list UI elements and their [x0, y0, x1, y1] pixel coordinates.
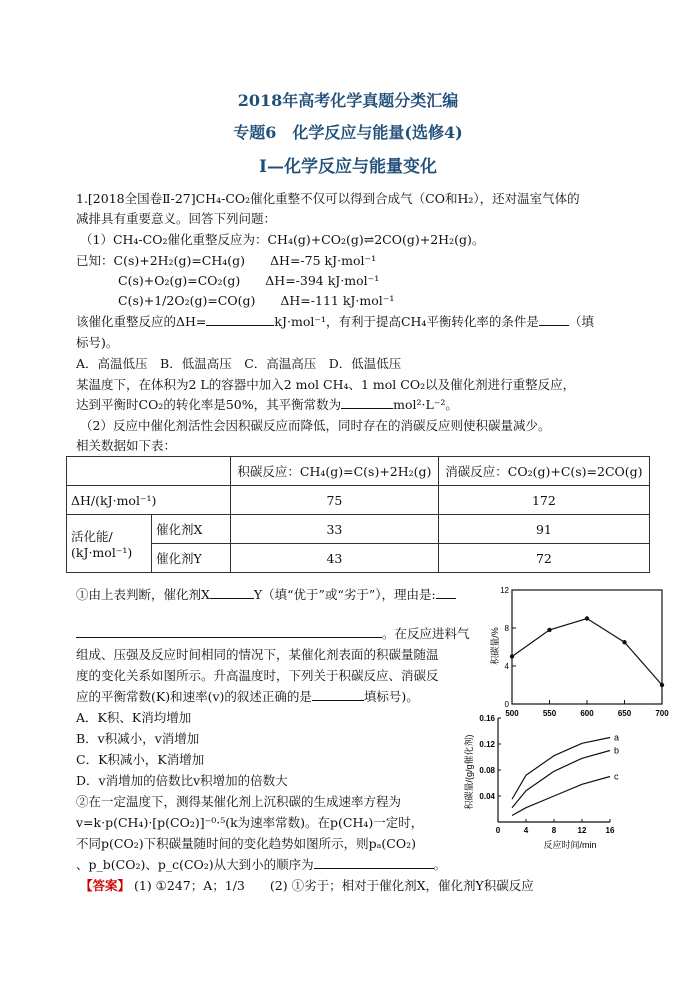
q-line: （1）CH₄-CO₂催化重整反应为：CH₄(g)+CO₂(g)⇌2CO(g)+2H₂(g)。 — [80, 232, 485, 247]
table-cell: 33 — [231, 515, 439, 544]
chart2-xtick-label: 12 — [577, 826, 587, 835]
chart2-series-line-b — [512, 751, 610, 808]
q-text: ①由上表判断，催化剂X — [76, 587, 210, 602]
chart1-series-line — [512, 619, 662, 686]
chart1-point — [622, 640, 626, 644]
chart1-xtick-label: 550 — [542, 709, 557, 718]
chart1-point — [547, 628, 551, 632]
chart1-xtick-label: 600 — [580, 709, 594, 718]
answer-blank[interactable] — [206, 313, 274, 326]
q-line — [76, 856, 446, 874]
chart2-xtick-label: 8 — [551, 826, 557, 835]
q-text: kJ·mol⁻¹，有利于提高CH₄平衡转化率的条件是 — [274, 314, 539, 329]
table-cell: 72 — [438, 544, 649, 573]
q-text: （填 — [568, 314, 594, 329]
chart1-ytick-label: 12 — [500, 586, 509, 595]
q-line: 1.[2018全国卷Ⅱ-27]CH₄-CO₂催化重整不仅可以得到合成气（CO和H₂），还对温室气体的 — [76, 191, 580, 206]
act-unit: (kJ·mol⁻¹) — [71, 545, 133, 560]
table-cell: 172 — [438, 486, 649, 515]
table-cell: 91 — [438, 515, 649, 544]
chart1-xtick-label: 700 — [655, 709, 669, 718]
q-text: mol²·L⁻²。 — [393, 397, 458, 412]
answer-blank[interactable] — [312, 688, 364, 701]
q-line: 减排具有重要意义。回答下列问题： — [76, 211, 277, 226]
q-line — [76, 625, 470, 643]
table-row-label — [67, 515, 152, 573]
answer-blank[interactable] — [314, 856, 434, 869]
chart2-ytick-label: 0.08 — [479, 766, 495, 775]
doc-subtitle: 专题6 化学反应与能量(选修4) — [233, 123, 463, 142]
chart2-xtick-label: 0 — [495, 826, 501, 835]
table-header: 积碳反应：CH₄(g)=C(s)+2H₂(g) — [231, 457, 439, 486]
chart2-xtick-label: 4 — [523, 826, 529, 835]
q-line — [76, 313, 594, 331]
chart2-ytick-label: 0.04 — [479, 792, 495, 801]
chart1-ylabel: 积碳量/% — [490, 627, 500, 665]
q-text: Y（填“优于”或“劣于”），理由是: — [253, 587, 436, 602]
chart2-series-label: b — [614, 745, 620, 756]
q-text: 。在反应进料气 — [382, 626, 470, 641]
chart1-xtick-label: 500 — [505, 709, 519, 718]
chart2-series-label: a — [614, 732, 620, 743]
q-line: 已知：C(s)+2H₂(g)=CH₄(g) ΔH=-75 kJ·mol⁻¹ — [76, 253, 377, 268]
chart2-ytick-label: 0.12 — [479, 740, 495, 749]
table-cell: 75 — [231, 486, 439, 515]
q-line: ②在一定温度下，测得某催化剂上沉积碳的生成速率方程为 — [76, 794, 402, 809]
q-line: 度的变化关系如图所示。升高温度时，下列关于积碳反应、消碳反 — [76, 668, 439, 683]
q-line: v=k·p(CH₄)·[p(CO₂)]⁻⁰·⁵(k为速率常数)。在p(CH₄)一定时， — [76, 815, 424, 830]
answer-text: (1) ①247；A；1/3 (2) ①劣于；相对于催化剂X，催化剂Y积碳反应 — [134, 878, 534, 893]
chart2-xtick-label: 16 — [605, 826, 615, 835]
q-text: 达到平衡时CO₂的转化率是50%，其平衡常数为 — [76, 397, 342, 412]
time-chart — [460, 710, 630, 854]
chart2-ytick-label: 0.16 — [479, 714, 495, 723]
q-line: 组成、压强及反应时间相同的情况下，某催化剂表面的积碳量随温 — [76, 647, 439, 662]
answer-blank[interactable] — [341, 396, 393, 409]
chart2-ylabel: 积碳量/(g/g催化剂) — [464, 734, 474, 810]
answer-blank[interactable] — [436, 586, 456, 599]
q-line — [76, 396, 458, 414]
q-line: 不同p(CO₂)下积碳量随时间的变化趋势如图所示，则pₐ(CO₂) — [76, 836, 416, 851]
table-header: 消碳反应：CO₂(g)+C(s)=2CO(g) — [438, 457, 649, 486]
table-row-label: ΔH/(kJ·mol⁻¹) — [67, 486, 231, 515]
data-table — [66, 456, 650, 573]
table-cell: 43 — [231, 544, 439, 573]
table-row-label: 催化剂X — [152, 515, 231, 544]
q-line — [76, 586, 456, 604]
act-label: 活化能/ — [71, 529, 113, 544]
q-line: C(s)+1/2O₂(g)=CO(g) ΔH=-111 kJ·mol⁻¹ — [118, 293, 395, 308]
section-title: Ⅰ—化学反应与能量变化 — [259, 157, 437, 177]
q-line — [76, 688, 419, 706]
chart1-ytick-label: 8 — [504, 624, 509, 633]
temperature-chart — [486, 582, 676, 730]
chart1-ytick-label: 4 — [504, 662, 509, 671]
option-c: C．K积减小，K消增加 — [76, 752, 205, 767]
table-row-label: 催化剂Y — [152, 544, 231, 573]
chart1-point — [660, 683, 664, 687]
q-line: 某温度下，在体积为2 L的容器中加入2 mol CH₄、1 mol CO₂以及催化剂进行重整反应， — [76, 377, 576, 392]
answer-line — [80, 877, 534, 895]
table-cell — [67, 457, 231, 486]
option-a: A．K积、K消均增加 — [76, 710, 192, 725]
q-text: 。 — [433, 857, 447, 872]
answer-blank[interactable] — [76, 625, 382, 638]
q-line: 相关数据如下表： — [76, 438, 177, 453]
answer-blank[interactable] — [210, 586, 254, 599]
chart2-series-line-c — [512, 777, 610, 816]
chart1-point — [510, 654, 514, 658]
doc-title: 2018年高考化学真题分类汇编 — [237, 91, 459, 110]
chart2-series-label: c — [614, 771, 619, 782]
chart1-ytick-label: 0 — [504, 700, 509, 709]
chart1-xtick-label: 650 — [617, 709, 632, 718]
option-d: D．v消增加的倍数比v积增加的倍数大 — [76, 773, 288, 788]
chart1-frame — [512, 590, 662, 704]
option-b: B．v积减小，v消增加 — [76, 731, 200, 746]
q-text: 应的平衡常数(K)和速率(v)的叙述正确的是 — [76, 689, 312, 704]
q-line: 标号)。 — [76, 335, 119, 350]
q-text: 填标号)。 — [363, 689, 419, 704]
chart2-xlabel: 反应时间/min — [543, 840, 597, 850]
answer-label: 【答案】 — [80, 878, 131, 893]
answer-blank[interactable] — [539, 313, 569, 326]
q-text: 、p_b(CO₂)、p_c(CO₂)从大到小的顺序为 — [76, 857, 314, 872]
chart1-point — [585, 616, 589, 620]
q-options: A．高温低压 B．低温高压 C．高温高压 D．低温低压 — [76, 356, 402, 371]
q-text: 该催化重整反应的ΔH= — [76, 314, 207, 329]
q-line: C(s)+O₂(g)=CO₂(g) ΔH=-394 kJ·mol⁻¹ — [118, 273, 380, 288]
q-line: （2）反应中催化剂活性会因积碳反应而降低，同时存在的消碳反应则使积碳量减少。 — [80, 418, 551, 433]
